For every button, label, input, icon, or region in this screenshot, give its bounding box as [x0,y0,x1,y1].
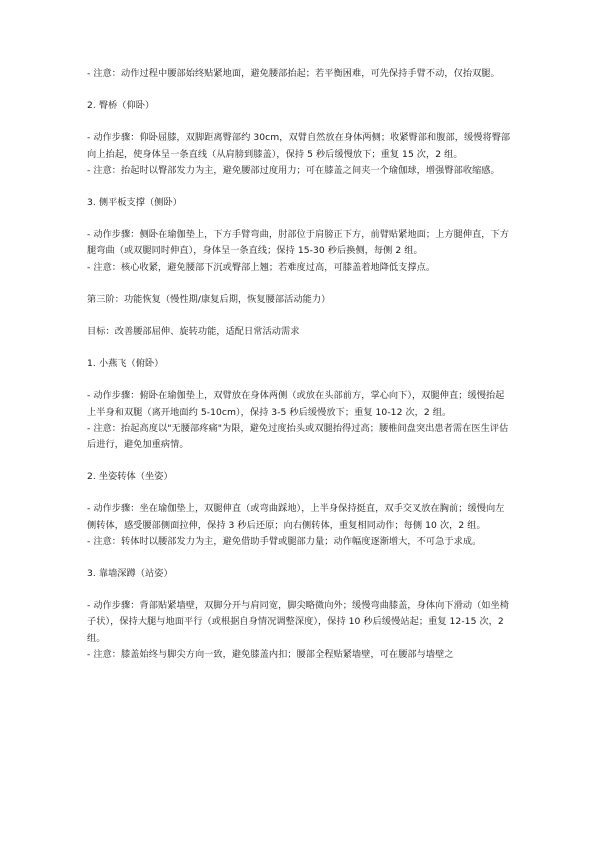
section-heading-glute-bridge: 2. 臀桥（仰卧） [87,100,155,112]
section-heading-wall-squat: 3. 靠墙深蹲（站姿） [87,568,173,580]
note-paragraph-1: - 注意：动作过程中腰部始终贴紧地面，避免腰部抬起；若平衡困难，可先保持手臂不动，仅抬双腿。 [87,68,500,79]
document-body [87,66,512,663]
section-heading-swallow: 1. 小燕飞（俯卧） [87,358,164,370]
seated-twist-steps: - 动作步骤：坐在瑜伽垫上，双腿伸直（或弯曲踩地），上半身保持挺直，双手交叉放在胸前；缓慢向左侧转体，感受腰部侧面拉伸，保持 3 秒后还原；向右侧转体，重复相同动作；每侧 10 次，2 组。 - 注意：转体时以腰部发力为主，避免借助手臂或腿部力量；动作幅度逐渐增大，不可急于求成。 [87,503,505,547]
swallow-steps: - 动作步骤：俯卧在瑜伽垫上，双臂放在身体两侧（或放在头部前方，掌心向下），双腿伸直；缓慢抬起上半身和双腿（离开地面约 5-10cm），保持 3-5 秒后缓慢放下；重复 10-12 次，2 组。 - 注意：抬起高度以"无腰部疼痛"为限，避免过度抬头或双腿抬得过高；腰椎间盘突出患者需在医生评估后进行，避免加重病情。 [87,390,509,451]
side-plank-steps: - 动作步骤：侧卧在瑜伽垫上，下方手臂弯曲，肘部位于肩膀正下方，前臂贴紧地面；上方腿伸直，下方腿弯曲（或双腿同时伸直），身体呈一条直线；保持 15-30 秒后换侧，每侧 2 组。 - 注意：核心收紧，避免腰部下沉或臀部上翘；若难度过高，可膝盖着地降低支撑点。 [87,229,510,273]
glute-bridge-steps: - 动作步骤：仰卧屈膝，双脚距离臀部约 30cm，双臂自然放在身体两侧；收紧臀部和腹部，缓慢将臀部向上抬起，使身体呈一条直线（从肩膀到膝盖），保持 5 秒后缓慢放下；重复 15 次，2 组。 - 注意：抬起时以臀部发力为主，避免腰部过度用力；可在膝盖之间夹一个瑜伽球，增强臀部收缩感。 [87,132,511,176]
stage-three-goal: 目标：改善腰部屈伸、旋转功能，适配日常活动需求 [87,326,300,338]
stage-three-heading: 第三阶：功能恢复（慢性期/康复后期，恢复腰部活动能力） [87,293,331,305]
section-heading-seated-twist: 2. 坐姿转体（坐姿） [87,471,173,483]
wall-squat-steps: - 动作步骤：背部贴紧墙壁，双脚分开与肩同宽，脚尖略微向外；缓慢弯曲膝盖，身体向下滑动（如坐椅子状），保持大腿与地面平行（或根据自身情况调整深度），保持 10 秒后缓慢站起；重复 12-15 次，2 组。 - 注意：膝盖始终与脚尖方向一致，避免膝盖内扣；腰部全程贴紧墙壁，可在腰部与墙壁之 [87,600,510,660]
section-heading-side-plank: 3. 侧平板支撑（侧卧） [87,197,182,209]
